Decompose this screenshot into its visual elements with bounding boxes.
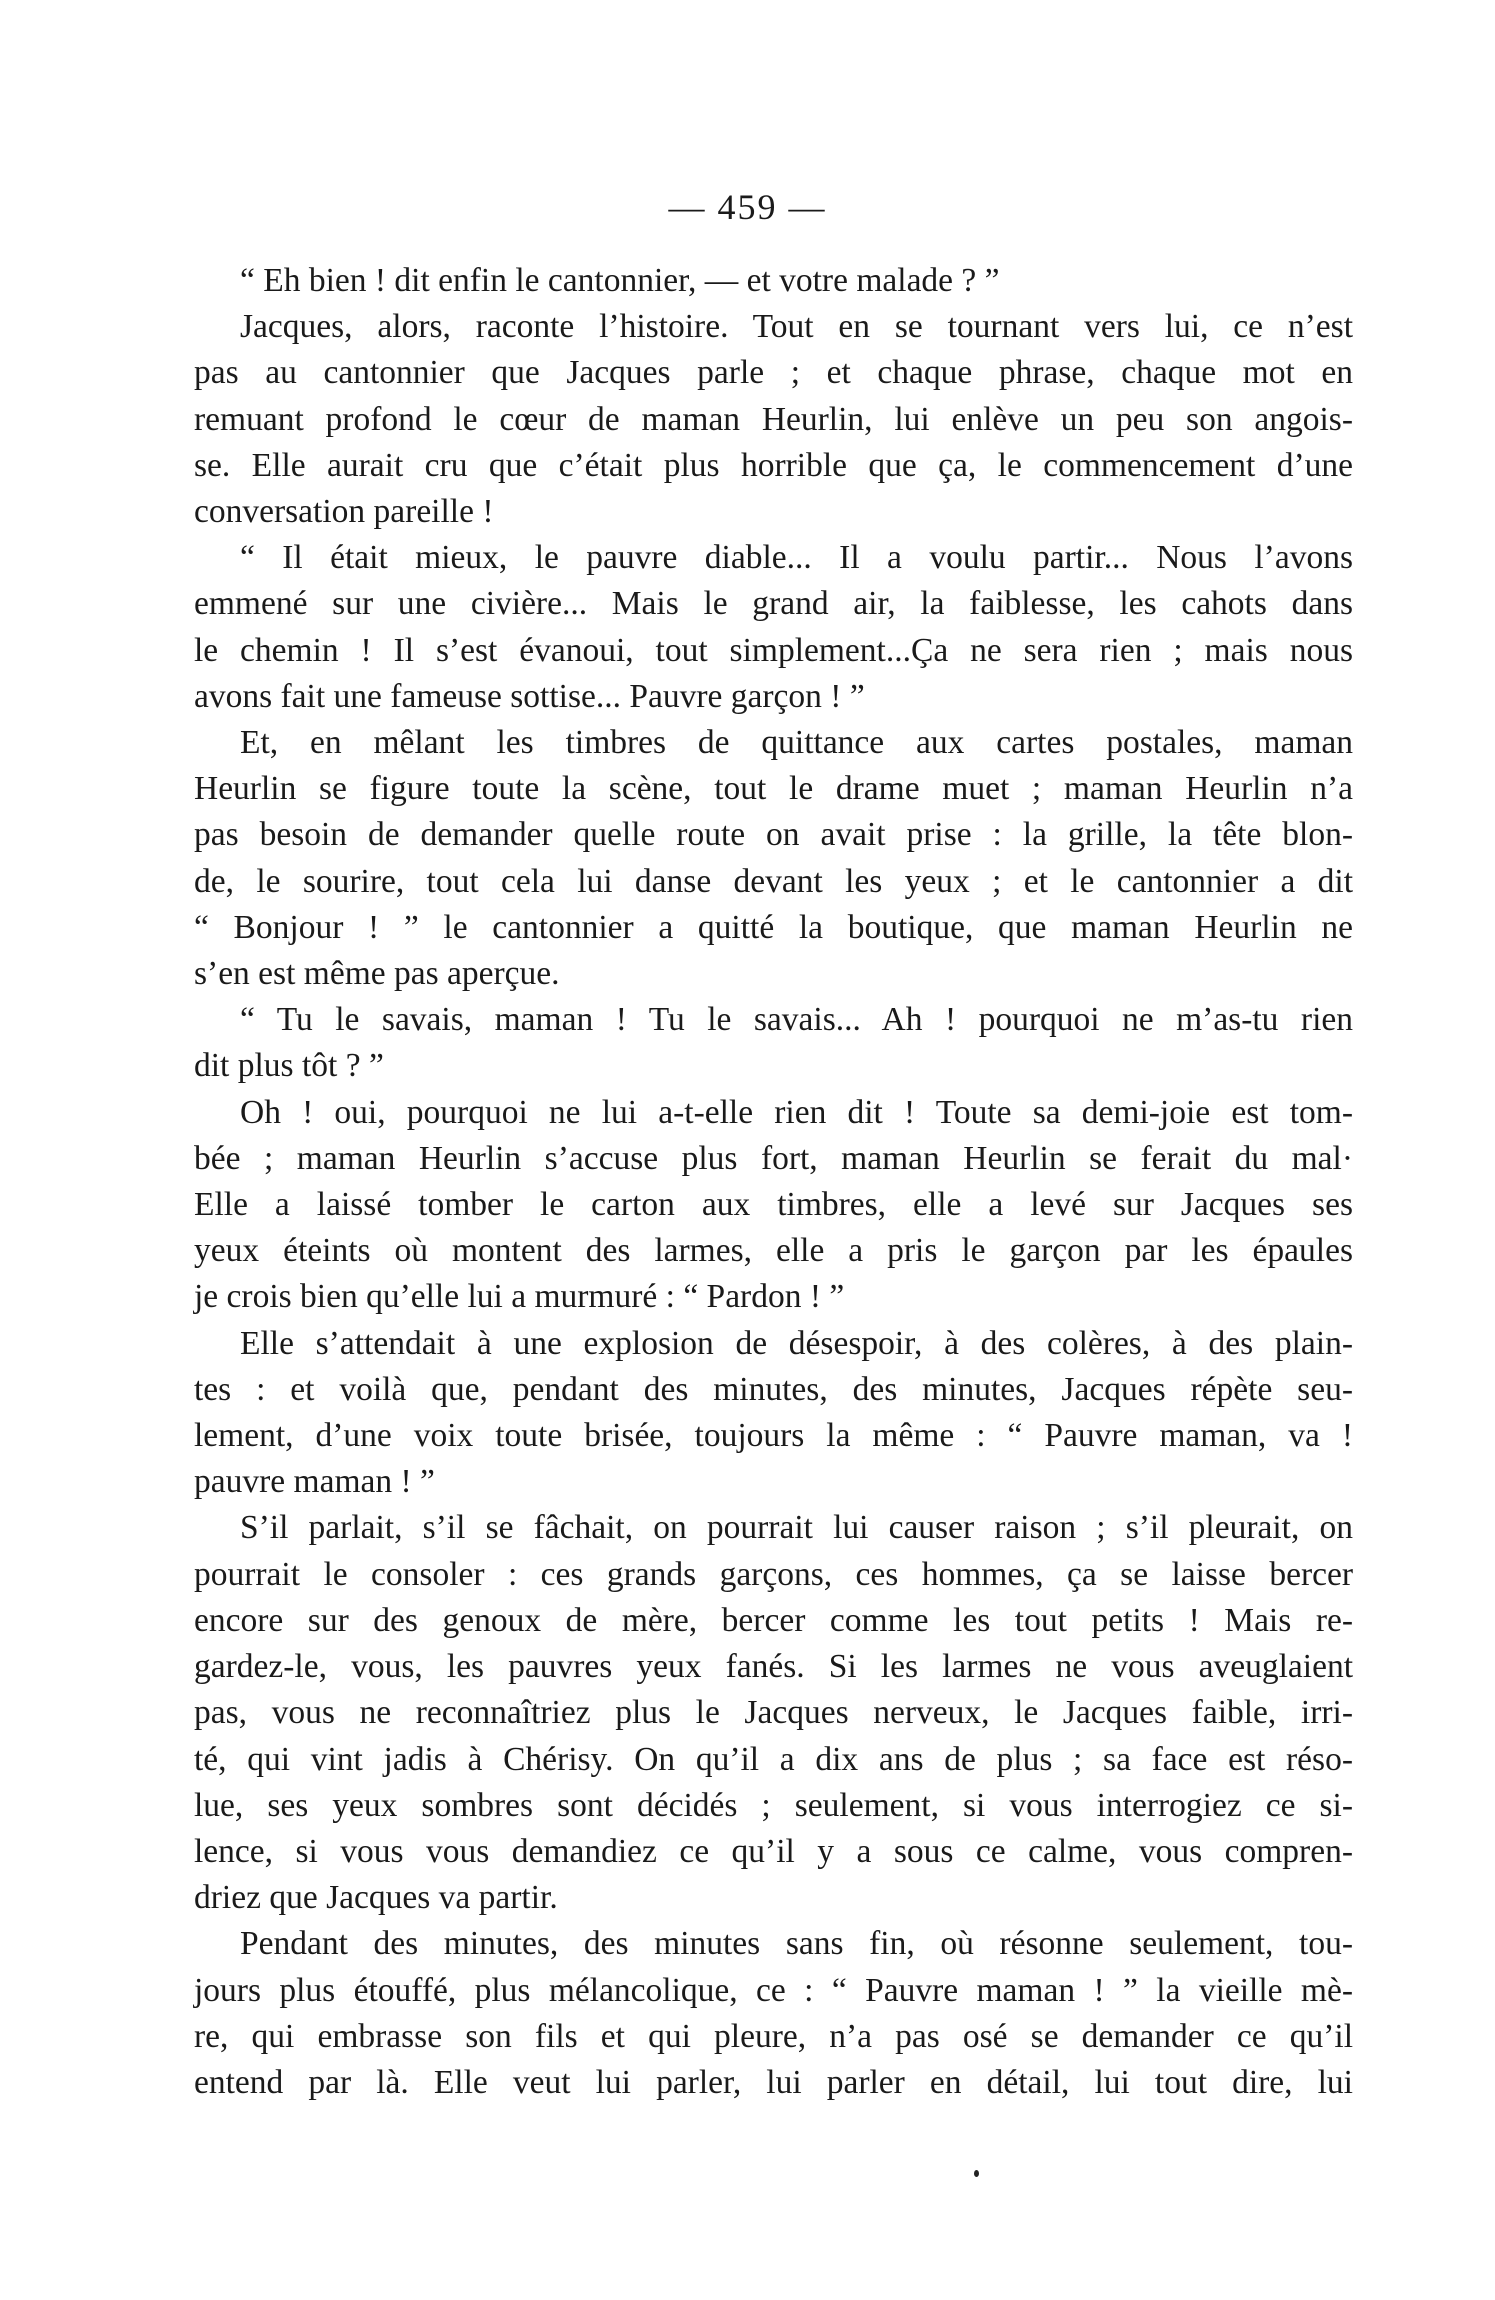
- ink-speck: [974, 2170, 979, 2177]
- text-line: Elle s’attendait à une explosion de désespoir, à des colères, à des plain-: [240, 1324, 1353, 1362]
- text-line: emmené sur une civière... Mais le grand air, la faiblesse, les cahots dans: [194, 585, 1353, 623]
- text-line: bée ; maman Heurlin s’accuse plus fort, maman Heurlin se ferait du mal·: [194, 1139, 1353, 1177]
- text-line: avons fait une fameuse sottise... Pauvre garçon ! ”: [194, 677, 865, 715]
- text-line: Et, en mêlant les timbres de quittance aux cartes postales, maman: [240, 724, 1353, 762]
- text-line: dit plus tôt ? ”: [194, 1047, 384, 1085]
- text-line: té, qui vint jadis à Chérisy. On qu’il a dix ans de plus ; sa face est réso-: [194, 1740, 1353, 1778]
- text-line: S’il parlait, s’il se fâchait, on pourrait lui causer raison ; s’il pleurait, on: [240, 1509, 1353, 1547]
- text-line: encore sur des genoux de mère, bercer comme les tout petits ! Mais re-: [194, 1601, 1353, 1639]
- text-line: jours plus étouffé, plus mélancolique, ce : “ Pauvre maman ! ” la vieille mè-: [194, 1971, 1353, 2009]
- text-line: de, le sourire, tout cela lui danse devant les yeux ; et le cantonnier a dit: [194, 862, 1353, 900]
- page-number: — 459 —: [668, 187, 827, 227]
- text-line: pas besoin de demander quelle route on avait prise : la grille, la tête blon-: [194, 816, 1353, 854]
- paragraph: [148, 720, 1353, 997]
- text-line: le chemin ! Il s’est évanoui, tout simplement...Ça ne sera rien ; mais nous: [194, 631, 1353, 669]
- text-line: driez que Jacques va partir.: [194, 1879, 558, 1917]
- text-line: “ Tu le savais, maman ! Tu le savais... Ah ! pourquoi ne m’as-tu rien: [240, 1001, 1353, 1039]
- text-line: remuant profond le cœur de maman Heurlin, lui enlève un peu son angois-: [194, 400, 1353, 438]
- paragraph: [148, 258, 1353, 304]
- text-line: Heurlin se figure toute la scène, tout le drame muet ; maman Heurlin n’a: [194, 770, 1353, 808]
- text-line: re, qui embrasse son fils et qui pleure, n’a pas osé se demander ce qu’il: [194, 2017, 1353, 2055]
- text-line: gardez-le, vous, les pauvres yeux fanés. Si les larmes ne vous aveuglaient: [194, 1648, 1353, 1686]
- paragraph: [148, 535, 1353, 720]
- text-line: s’en est même pas aperçue.: [194, 955, 560, 993]
- text-line: Jacques, alors, raconte l’histoire. Tout en se tournant vers lui, ce n’est: [240, 308, 1353, 346]
- text-line: pas, vous ne reconnaîtriez plus le Jacques nerveux, le Jacques faible, irri-: [194, 1694, 1353, 1732]
- text-line: je crois bien qu’elle lui a murmuré : “ Pardon ! ”: [194, 1278, 845, 1316]
- text-line: tes : et voilà que, pendant des minutes, des minutes, Jacques répète seu-: [194, 1370, 1353, 1408]
- text-line: pauvre maman ! ”: [194, 1463, 435, 1501]
- text-line: lence, si vous vous demandiez ce qu’il y a sous ce calme, vous compren-: [194, 1832, 1353, 1870]
- text-line: “ Bonjour ! ” le cantonnier a quitté la boutique, que maman Heurlin ne: [194, 908, 1353, 946]
- text-line: pas au cantonnier que Jacques parle ; et chaque phrase, chaque mot en: [194, 354, 1353, 392]
- page-body-text: [148, 258, 1353, 2106]
- paragraph: [148, 1921, 1353, 2106]
- paragraph: [148, 1505, 1353, 1921]
- text-line: “ Eh bien ! dit enfin le cantonnier, — et votre malade ? ”: [240, 262, 1000, 299]
- text-line: “ Il était mieux, le pauvre diable... Il a voulu partir... Nous l’avons: [240, 539, 1353, 577]
- text-line: pourrait le consoler : ces grands garçons, ces hommes, ça se laisse bercer: [194, 1555, 1353, 1593]
- text-line: Elle a laissé tomber le carton aux timbres, elle a levé sur Jacques ses: [194, 1186, 1353, 1224]
- paragraph: [148, 1090, 1353, 1321]
- paragraph: [148, 997, 1353, 1089]
- text-line: se. Elle aurait cru que c’était plus horrible que ça, le commencement d’une: [194, 446, 1353, 484]
- paragraph: [148, 1321, 1353, 1506]
- text-line: lement, d’une voix toute brisée, toujours la même : “ Pauvre maman, va !: [194, 1417, 1353, 1455]
- text-line: conversation pareille !: [194, 493, 494, 531]
- paragraph: [148, 304, 1353, 535]
- text-line: lue, ses yeux sombres sont décidés ; seulement, si vous interrogiez ce si-: [194, 1786, 1353, 1824]
- text-line: yeux éteints où montent des larmes, elle a pris le garçon par les épaules: [194, 1232, 1353, 1270]
- text-line: Oh ! oui, pourquoi ne lui a-t-elle rien dit ! Toute sa demi-joie est tom-: [240, 1093, 1353, 1131]
- text-line: Pendant des minutes, des minutes sans fin, où résonne seulement, tou-: [240, 1925, 1353, 1963]
- text-line: entend par là. Elle veut lui parler, lui parler en détail, lui tout dire, lui: [194, 2063, 1353, 2101]
